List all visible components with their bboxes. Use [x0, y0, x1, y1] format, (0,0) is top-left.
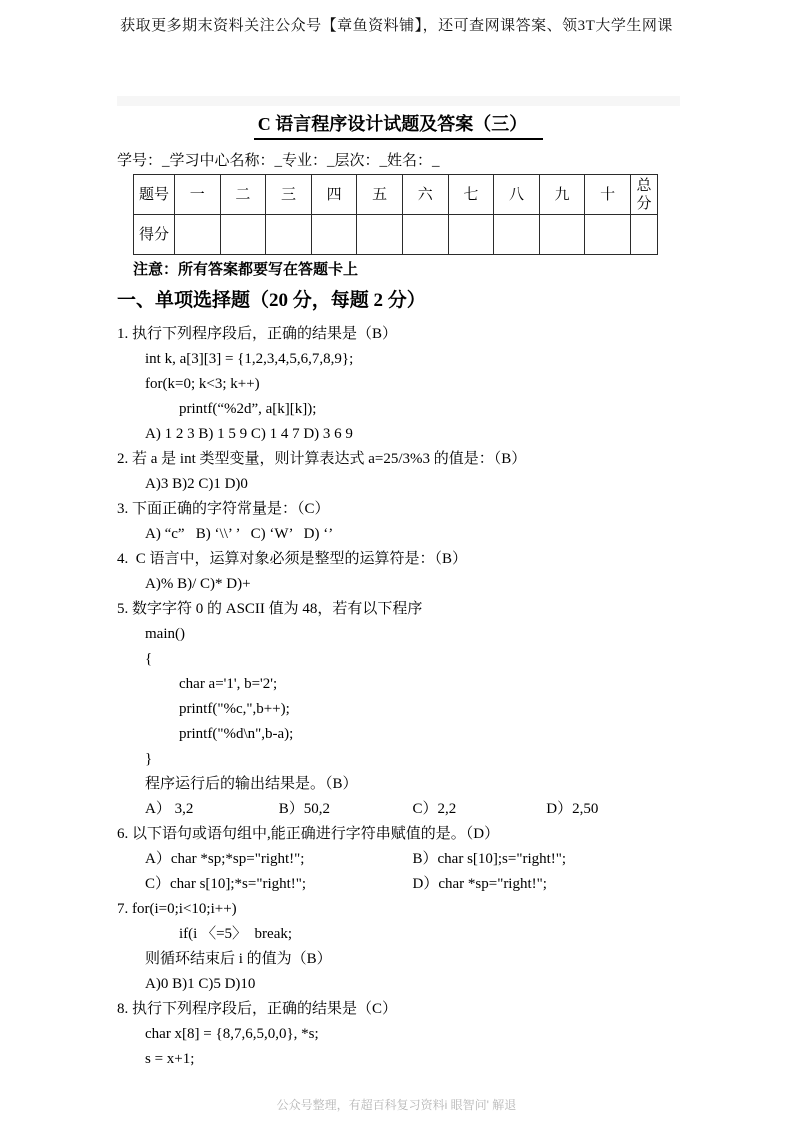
question-line: { [145, 651, 153, 667]
option-item: B）50,2 [278, 801, 331, 817]
question-line [117, 797, 680, 822]
score-column-header: 七 [448, 175, 494, 215]
score-table-body [134, 175, 658, 255]
score-row-label: 得分 [134, 215, 175, 255]
score-column-header: 一 [175, 175, 221, 215]
score-value-cell [266, 215, 312, 255]
option-item: B）char s[10];s="right!"; [412, 851, 567, 867]
score-column-header: 二 [220, 175, 266, 215]
score-column-header: 六 [402, 175, 448, 215]
score-table-header-row [134, 175, 658, 215]
question [117, 497, 680, 547]
question-line: 则循环结束后 i 的值为（B） [145, 951, 332, 967]
score-value-cell [494, 215, 540, 255]
question [117, 547, 680, 597]
question-line: A)0 B)1 C)5 D)10 [145, 976, 256, 992]
question-line: s = x+1; [145, 1051, 195, 1067]
option-item: A）char *sp;*sp="right!"; [145, 851, 305, 867]
question-line: char a='1', b='2'; [179, 676, 278, 692]
section-heading: 一、单项选择题（20 分，每题 2 分） [117, 290, 426, 311]
question-line: A) “c” B) ‘\\’ ’ C) ‘W’ D) ‘’ [145, 526, 334, 542]
score-column-header: 九 [539, 175, 585, 215]
question-line: if(i 〈=5〉 break; [179, 926, 293, 942]
score-value-cell [175, 215, 221, 255]
question-line: A)% B)/ C)* D)+ [145, 576, 251, 592]
score-column-header: 十 [585, 175, 631, 215]
score-table [133, 174, 658, 255]
question-line: char x[8] = {8,7,6,5,0,0}, *s; [145, 1026, 319, 1042]
score-value-cell [220, 215, 266, 255]
score-value-cell [402, 215, 448, 255]
divider-bar [117, 96, 680, 106]
question-line [117, 847, 680, 872]
question-line: main() [145, 626, 185, 642]
score-value-cell [585, 215, 631, 255]
questions [117, 322, 680, 1072]
page-title: C 语言程序设计试题及答案（三） [254, 110, 544, 140]
score-column-header: 五 [357, 175, 403, 215]
option-item: A） 3,2 [145, 801, 194, 817]
question [117, 997, 680, 1072]
question [117, 597, 680, 822]
question [117, 822, 680, 897]
score-column-header: 三 [266, 175, 312, 215]
question-line: 8. 执行下列程序段后，正确的结果是（C） [117, 1001, 398, 1017]
question-line [117, 872, 680, 897]
question-line: printf(“%2d”, a[k][k]); [179, 401, 317, 417]
question-line: 1. 执行下列程序段后，正确的结果是（B） [117, 326, 398, 342]
question-line: for(k=0; k<3; k++) [145, 376, 260, 392]
score-value-cell [357, 215, 403, 255]
question [117, 322, 680, 447]
question [117, 897, 680, 997]
question-line: 3. 下面正确的字符常量是：（C） [117, 501, 330, 517]
question-line: printf("%c,",b++); [179, 701, 290, 717]
question-line: 6. 以下语句或语句组中,能正确进行字符串赋值的是。（D） [117, 826, 500, 842]
question-line: printf("%d\n",b-a); [179, 726, 294, 742]
score-value-cell [631, 215, 658, 255]
question-line: 4. C 语言中，运算对象必须是整型的运算符是：（B） [117, 551, 468, 567]
score-value-cell [448, 215, 494, 255]
question-line: A)3 B)2 C)1 D)0 [145, 476, 248, 492]
question-line: 程序运行后的输出结果是。（B） [145, 776, 358, 792]
question-line: 7. for(i=0;i<10;i++) [117, 901, 237, 917]
score-header-label: 题号 [134, 175, 175, 215]
promo-header: 获取更多期末资料关注公众号【章鱼资料铺】，还可查网课答案、领3T大学生网课 [120, 18, 673, 34]
score-value-cell [311, 215, 357, 255]
question-line: 2. 若 a 是 int 类型变量，则计算表达式 a=25/3%3 的值是：（B） [117, 451, 527, 467]
question-line: } [145, 751, 153, 767]
option-item: D）2,50 [546, 801, 599, 817]
question-line: A) 1 2 3 B) 1 5 9 C) 1 4 7 D) 3 6 9 [145, 426, 353, 442]
score-column-header: 总分 [631, 175, 658, 215]
score-value-cell [539, 215, 585, 255]
question-line: 5. 数字字符 0 的 ASCII 值为 48，若有以下程序 [117, 601, 423, 617]
notice-line: 注意：所有答案都要写在答题卡上 [133, 262, 359, 278]
option-item: C）char s[10];*s="right!"; [145, 876, 307, 892]
score-table-score-row [134, 215, 658, 255]
option-item: D）char *sp="right!"; [412, 876, 547, 892]
question-line: int k, a[3][3] = {1,2,3,4,5,6,7,8,9}; [145, 351, 354, 367]
title-wrap [117, 110, 680, 140]
score-column-header: 四 [311, 175, 357, 215]
document-page [117, 110, 680, 1072]
student-info-line: 学号：_学习中心名称：_专业：_层次：_姓名：_ [117, 153, 440, 169]
option-item: C）2,2 [412, 801, 457, 817]
footer-note: 公众号整理，有超百科复习资料i 眼智问' 解退 [276, 1098, 517, 1112]
question [117, 447, 680, 497]
score-column-header: 八 [494, 175, 540, 215]
